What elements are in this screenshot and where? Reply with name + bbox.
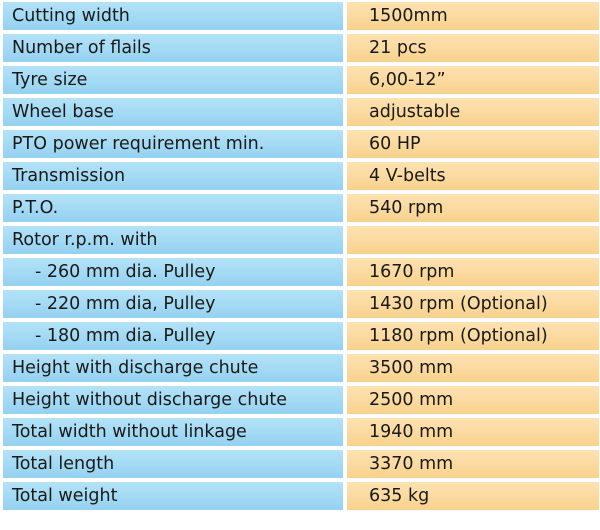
spec-value: 1940 mm bbox=[347, 418, 599, 446]
spec-value: 4 V-belts bbox=[347, 162, 599, 190]
spec-row bbox=[0, 64, 600, 96]
spec-value: 1670 rpm bbox=[347, 258, 599, 286]
spec-row bbox=[0, 0, 600, 32]
spec-label: Total length bbox=[3, 450, 343, 478]
spec-label: Cutting width bbox=[3, 2, 343, 30]
spec-value: 1180 rpm (Optional) bbox=[347, 322, 599, 350]
spec-label: Total width without linkage bbox=[3, 418, 343, 446]
spec-label: - 260 mm dia. Pulley bbox=[3, 258, 343, 286]
spec-label: Total weight bbox=[3, 482, 343, 510]
spec-label: Wheel base bbox=[3, 98, 343, 126]
spec-row bbox=[0, 320, 600, 352]
spec-label: Tyre size bbox=[3, 66, 343, 94]
spec-row bbox=[0, 160, 600, 192]
spec-row bbox=[0, 352, 600, 384]
spec-value: 3370 mm bbox=[347, 450, 599, 478]
spec-value bbox=[347, 226, 599, 254]
spec-row bbox=[0, 32, 600, 64]
spec-label: Height with discharge chute bbox=[3, 354, 343, 382]
spec-row bbox=[0, 128, 600, 160]
spec-row bbox=[0, 384, 600, 416]
spec-label: - 180 mm dia. Pulley bbox=[3, 322, 343, 350]
spec-value: 1500mm bbox=[347, 2, 599, 30]
spec-label: Transmission bbox=[3, 162, 343, 190]
spec-value: 2500 mm bbox=[347, 386, 599, 414]
spec-label: - 220 mm dia, Pulley bbox=[3, 290, 343, 318]
spec-row bbox=[0, 416, 600, 448]
spec-row bbox=[0, 96, 600, 128]
spec-value: 540 rpm bbox=[347, 194, 599, 222]
spec-value: 3500 mm bbox=[347, 354, 599, 382]
spec-value: 21 pcs bbox=[347, 34, 599, 62]
spec-label: P.T.O. bbox=[3, 194, 343, 222]
spec-value: 1430 rpm (Optional) bbox=[347, 290, 599, 318]
spec-value: 60 HP bbox=[347, 130, 599, 158]
spec-row bbox=[0, 448, 600, 480]
spec-label: Rotor r.p.m. with bbox=[3, 226, 343, 254]
spec-label: Number of flails bbox=[3, 34, 343, 62]
spec-label: Height without discharge chute bbox=[3, 386, 343, 414]
spec-value: adjustable bbox=[347, 98, 599, 126]
spec-value: 635 kg bbox=[347, 482, 599, 510]
spec-value: 6,00-12” bbox=[347, 66, 599, 94]
spec-row bbox=[0, 256, 600, 288]
spec-row bbox=[0, 480, 600, 512]
spec-label: PTO power requirement min. bbox=[3, 130, 343, 158]
spec-row bbox=[0, 224, 600, 256]
spec-row bbox=[0, 192, 600, 224]
spec-row bbox=[0, 288, 600, 320]
